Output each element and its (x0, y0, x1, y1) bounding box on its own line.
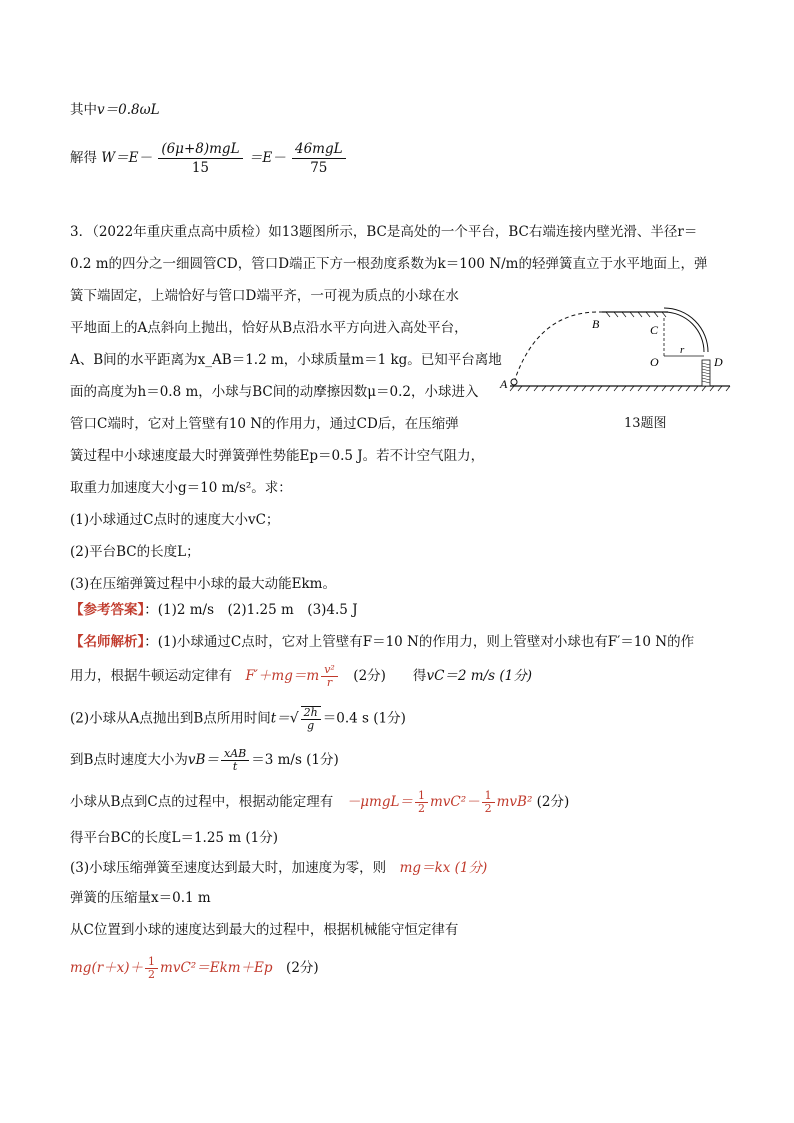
question-2: (2)平台BC的长度L； (70, 544, 200, 560)
text: ＝3 m/s (1分) (251, 752, 339, 768)
problem-line-3: 簧下端固定，上端恰好与管口D端平齐，一可视为质点的小球在水 (70, 288, 459, 304)
analysis-line-9: 从C位置到小球的速度达到最大的过程中，根据机械能守恒定律有 (70, 922, 459, 938)
label-a: A (500, 377, 508, 391)
fraction-denominator: 2 (484, 802, 492, 815)
fraction-denominator: g (307, 719, 315, 732)
text: (2)小球从A点抛出到B点所用时间 (70, 710, 271, 727)
problem-line-2: 0.2 m的四分之一细圆管CD，管口D端正下方一根劲度系数为k＝100 N/m的轻弹簧直立于水平地面上，弹 (70, 256, 708, 272)
text: (2分) 得 (339, 668, 427, 684)
analysis-line-5 (70, 790, 569, 815)
fraction-denominator: 75 (310, 160, 328, 176)
text: 其中 (70, 102, 97, 118)
formula: －μmgL＝ (346, 794, 413, 810)
formula: mvB² (496, 794, 533, 810)
text: ：(1)小球通过C点时，它对上管壁有F＝10 N的作用力，则上管壁对小球也有F′＝10 N的作 (144, 634, 695, 650)
math-expression: W＝E－ (101, 150, 153, 166)
line-jiede (70, 140, 348, 177)
analysis-line-1 (70, 632, 694, 652)
analysis-line-4 (70, 748, 339, 773)
answer-label: 【参考答案】 (70, 602, 145, 618)
answer-text: ：(1)2 m/s (2)1.25 m (3)4.5 J (144, 602, 358, 618)
formula: t＝ (270, 710, 290, 727)
formula: vC＝2 m/s (1分) (426, 668, 532, 684)
text: 解得 (70, 150, 97, 166)
formula: mvC²－ (429, 794, 480, 810)
question-1: (1)小球通过C点时的速度大小vC； (70, 512, 280, 528)
trajectory-curve (514, 312, 602, 382)
analysis-line-8: 弹簧的压缩量x＝0.1 m (70, 890, 211, 906)
text: 用力，根据牛顿运动定律有 (70, 668, 246, 684)
question-3: (3)在压缩弹簧过程中小球的最大动能Ekm。 (70, 576, 336, 592)
label-c: C (650, 323, 659, 337)
analysis-line-10 (70, 956, 319, 981)
label-r: r (680, 344, 685, 356)
fraction (482, 790, 495, 815)
fraction-numerator: 2h (301, 707, 321, 720)
fraction-numerator: 1 (415, 790, 428, 803)
analysis-line-7 (70, 858, 487, 878)
label-o: O (650, 355, 659, 369)
fraction-numerator: 1 (482, 790, 495, 803)
formula: mvC²＝Ekm＋Ep (160, 960, 273, 976)
label-d: D (714, 355, 723, 369)
platform-hatching (606, 312, 666, 317)
fraction-denominator: r (326, 676, 333, 689)
fraction-numerator: 46mgL (292, 140, 346, 159)
text: ＝0.4 s (1分) (322, 710, 406, 727)
ball-icon (511, 379, 517, 385)
problem-line-5: A、B间的水平距离为x_AB＝1.2 m，小球质量m＝1 kg。已知平台离地 (70, 352, 502, 368)
formula: mg(r＋x)＋ (70, 960, 144, 976)
analysis-line-2 (70, 664, 532, 689)
math-expression: ＝E－ (248, 150, 286, 166)
fraction (221, 748, 249, 773)
fraction-numerator: xAB (221, 748, 249, 761)
fraction (145, 956, 158, 981)
fraction-numerator: v² (321, 664, 338, 677)
fraction-denominator: t (232, 760, 238, 773)
ground-hatching (510, 386, 730, 391)
label-b: B (592, 317, 600, 331)
fraction-denominator: 15 (191, 160, 210, 176)
analysis-label: 【名师解析】 (70, 634, 145, 650)
problem-line-6: 面的高度为h＝0.8 m，小球与BC间的动摩擦因数μ＝0.2，小球进入 (70, 384, 479, 400)
tube-outer-arc (664, 308, 708, 352)
fraction-numerator: (6μ+8)mgL (158, 140, 242, 159)
formula: mg＝kx (1分) (399, 860, 488, 876)
fraction-denominator: 2 (417, 802, 425, 815)
fraction (415, 790, 428, 815)
problem-line-7: 管口C端时，它对上管壁有10 N的作用力，通过CD后，在压缩弹 (70, 416, 459, 432)
math-expression: v＝0.8ωL (97, 102, 160, 118)
problem-line-1: 3．（2022年重庆重点高中质检）如13题图所示，BC是高处的一个平台，BC右端连接内壁光滑、半径r＝ (70, 224, 698, 240)
formula: vB＝ (187, 752, 219, 768)
analysis-line-3 (70, 706, 406, 732)
problem-line-8: 簧过程中小球速度最大时弹簧弹性势能Ep＝0.5 J。若不计空气阻力， (70, 448, 485, 464)
answer-line (70, 600, 358, 620)
line-qizhong (70, 100, 160, 120)
problem-line-4: 平地面上的A点斜向上抛出，恰好从B点沿水平方向进入高处平台， (70, 320, 468, 336)
fraction (158, 140, 242, 177)
analysis-line-6: 得平台BC的长度L＝1.25 m (1分) (70, 830, 279, 846)
text: 到B点时速度大小为 (70, 752, 188, 768)
text: 小球从B点到C点的过程中，根据动能定理有 (70, 794, 347, 810)
text: (2分) (272, 960, 319, 976)
fraction (292, 140, 346, 177)
fraction (321, 664, 338, 689)
problem-line-9: 取重力加速度大小g＝10 m/s²。求： (70, 480, 292, 496)
text: (3)小球压缩弹簧至速度达到最大时，加速度为零，则 (70, 860, 400, 876)
fraction-denominator: 2 (148, 968, 156, 981)
figure-caption: 13题图 (624, 416, 667, 431)
fraction-numerator: 1 (145, 956, 158, 969)
text: (2分) (532, 794, 570, 810)
physics-figure (498, 300, 738, 420)
formula: F′＋mg＝m (245, 668, 320, 684)
sqrt-icon: √ (289, 710, 299, 727)
fraction (301, 706, 321, 732)
